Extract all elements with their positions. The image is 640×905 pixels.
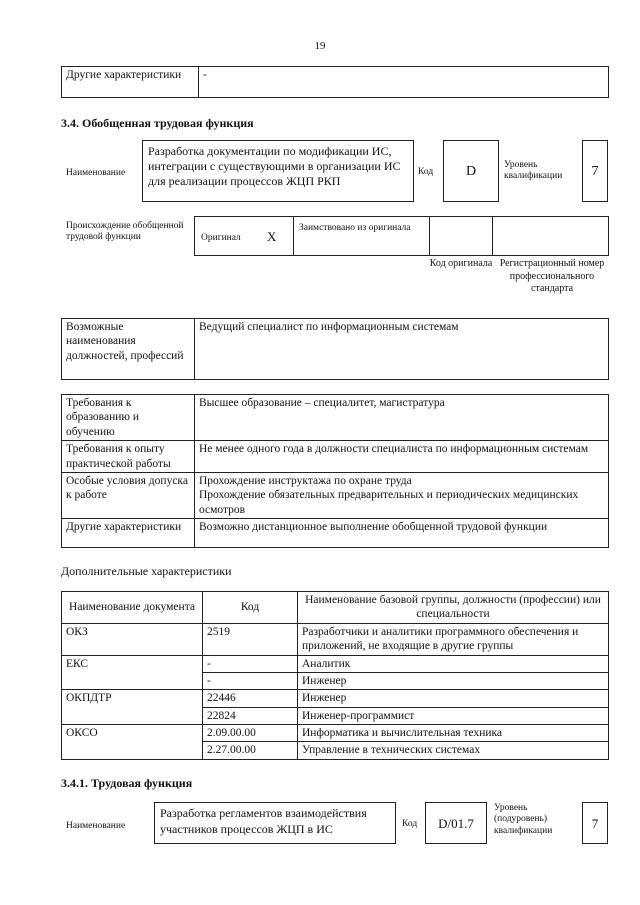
origin-code-caption: Код оригинала	[429, 258, 493, 269]
tf-name-label: Наименование	[66, 821, 126, 831]
requirement-label: Особые условия допуска к работе	[62, 472, 195, 518]
name-cell: Инженер-программист	[298, 707, 609, 724]
code-cell: 22824	[203, 707, 298, 724]
origin-reg-caption: Регистрационный номер профессионального стандарта	[499, 258, 605, 294]
tf-code: D/01.7	[425, 802, 487, 844]
table-row	[62, 623, 609, 655]
code-cell: -	[203, 672, 298, 689]
page-number: 19	[314, 40, 326, 52]
section-title: 3.4. Обобщенная трудовая функция	[61, 116, 254, 130]
doc-cell: ОКПДТР	[62, 690, 203, 725]
tf-level: 7	[582, 802, 608, 844]
tf-level-label: Уровень (подуровень) квалификации	[494, 803, 553, 836]
name-cell: Информатика и вычислительная техника	[298, 725, 609, 742]
gtf-name-label: Наименование	[66, 168, 126, 178]
gtf-level-label: Уровень квалификации	[504, 160, 563, 182]
tf-name: Разработка регламентов взаимодействия участников процессов ЖЦП в ИС	[154, 802, 396, 844]
requirement-line: Прохождение обязательных предварительных и периодических медицинских осмотров	[199, 489, 579, 516]
code-cell: 2519	[203, 623, 298, 655]
requirement-value	[195, 519, 609, 548]
other-characteristics-value: -	[199, 67, 609, 98]
additional-title: Дополнительные характеристики	[61, 564, 232, 578]
table-row	[62, 655, 609, 672]
requirement-row	[62, 519, 609, 548]
requirement-line: Прохождение инструктажа по охране труда	[199, 474, 412, 487]
name-cell: Инженер	[298, 690, 609, 707]
origin-original-box	[194, 216, 294, 256]
requirement-line: Возможно дистанционное выполнение обобщенной трудовой функции	[199, 521, 548, 533]
doc-cell: ОКЗ	[62, 623, 203, 655]
name-cell: Инженер	[298, 672, 609, 689]
requirement-label: Другие характеристики	[62, 519, 195, 548]
origin-original-mark: X	[267, 229, 277, 244]
requirement-line: Высшее образование – специалитет, магистратура	[199, 397, 445, 409]
code-cell: 2.27.00.00	[203, 742, 298, 759]
gtf-code-label: Код	[418, 167, 434, 177]
origin-reg-box	[492, 216, 609, 256]
requirement-row	[62, 395, 609, 441]
code-cell: -	[203, 655, 298, 672]
requirement-row	[62, 472, 609, 518]
gtf-level: 7	[582, 140, 608, 202]
code-cell: 22446	[203, 690, 298, 707]
name-cell: Управление в технических системах	[298, 742, 609, 759]
other-characteristics-label: Другие характеристики	[62, 67, 199, 98]
header-name: Наименование базовой группы, должности (профессии) или специальности	[298, 592, 609, 624]
requirement-label: Требования к опыту практической работы	[62, 441, 195, 473]
tf-code-label: Код	[402, 819, 418, 829]
requirement-row	[62, 441, 609, 473]
header-doc: Наименование документа	[62, 592, 203, 624]
tf-title: 3.4.1. Трудовая функция	[61, 776, 193, 790]
doc-cell: ЕКС	[62, 655, 203, 690]
origin-original-label: Оригинал	[201, 233, 241, 243]
name-cell: Разработчики и аналитики программного обеспечения и приложений, не входящие в другие группы	[298, 623, 609, 655]
header-code: Код	[203, 592, 298, 624]
name-cell: Аналитик	[298, 655, 609, 672]
other-characteristics-table-top	[61, 66, 609, 98]
positions-label: Возможные наименования должностей, профессий	[62, 319, 195, 380]
requirement-line: Не менее одного года в должности специалиста по информационным системам	[199, 443, 589, 456]
requirement-value	[195, 441, 609, 473]
additional-header-row	[62, 592, 609, 624]
requirement-value	[195, 472, 609, 518]
table-row	[62, 725, 609, 742]
table-row	[62, 690, 609, 707]
code-cell: 2.09.00.00	[203, 725, 298, 742]
positions-table	[61, 318, 609, 380]
requirement-value	[195, 395, 609, 441]
requirements-table	[61, 394, 609, 548]
requirement-label: Требования к образованию и обучению	[62, 395, 195, 441]
gtf-name: Разработка документации по модификации ИС, интеграции с существующими в организации ИС для реализации процессов ЖЦП РКП	[142, 140, 414, 202]
additional-table	[61, 591, 609, 760]
doc-cell: ОКСО	[62, 725, 203, 760]
origin-code-box	[429, 216, 493, 256]
origin-borrowed-label: Заимствовано из оригинала	[293, 216, 430, 256]
origin-label: Происхождение обобщенной трудовой функции	[66, 221, 184, 243]
positions-value: Ведущий специалист по информационным системам	[195, 319, 609, 380]
gtf-code: D	[443, 140, 499, 202]
